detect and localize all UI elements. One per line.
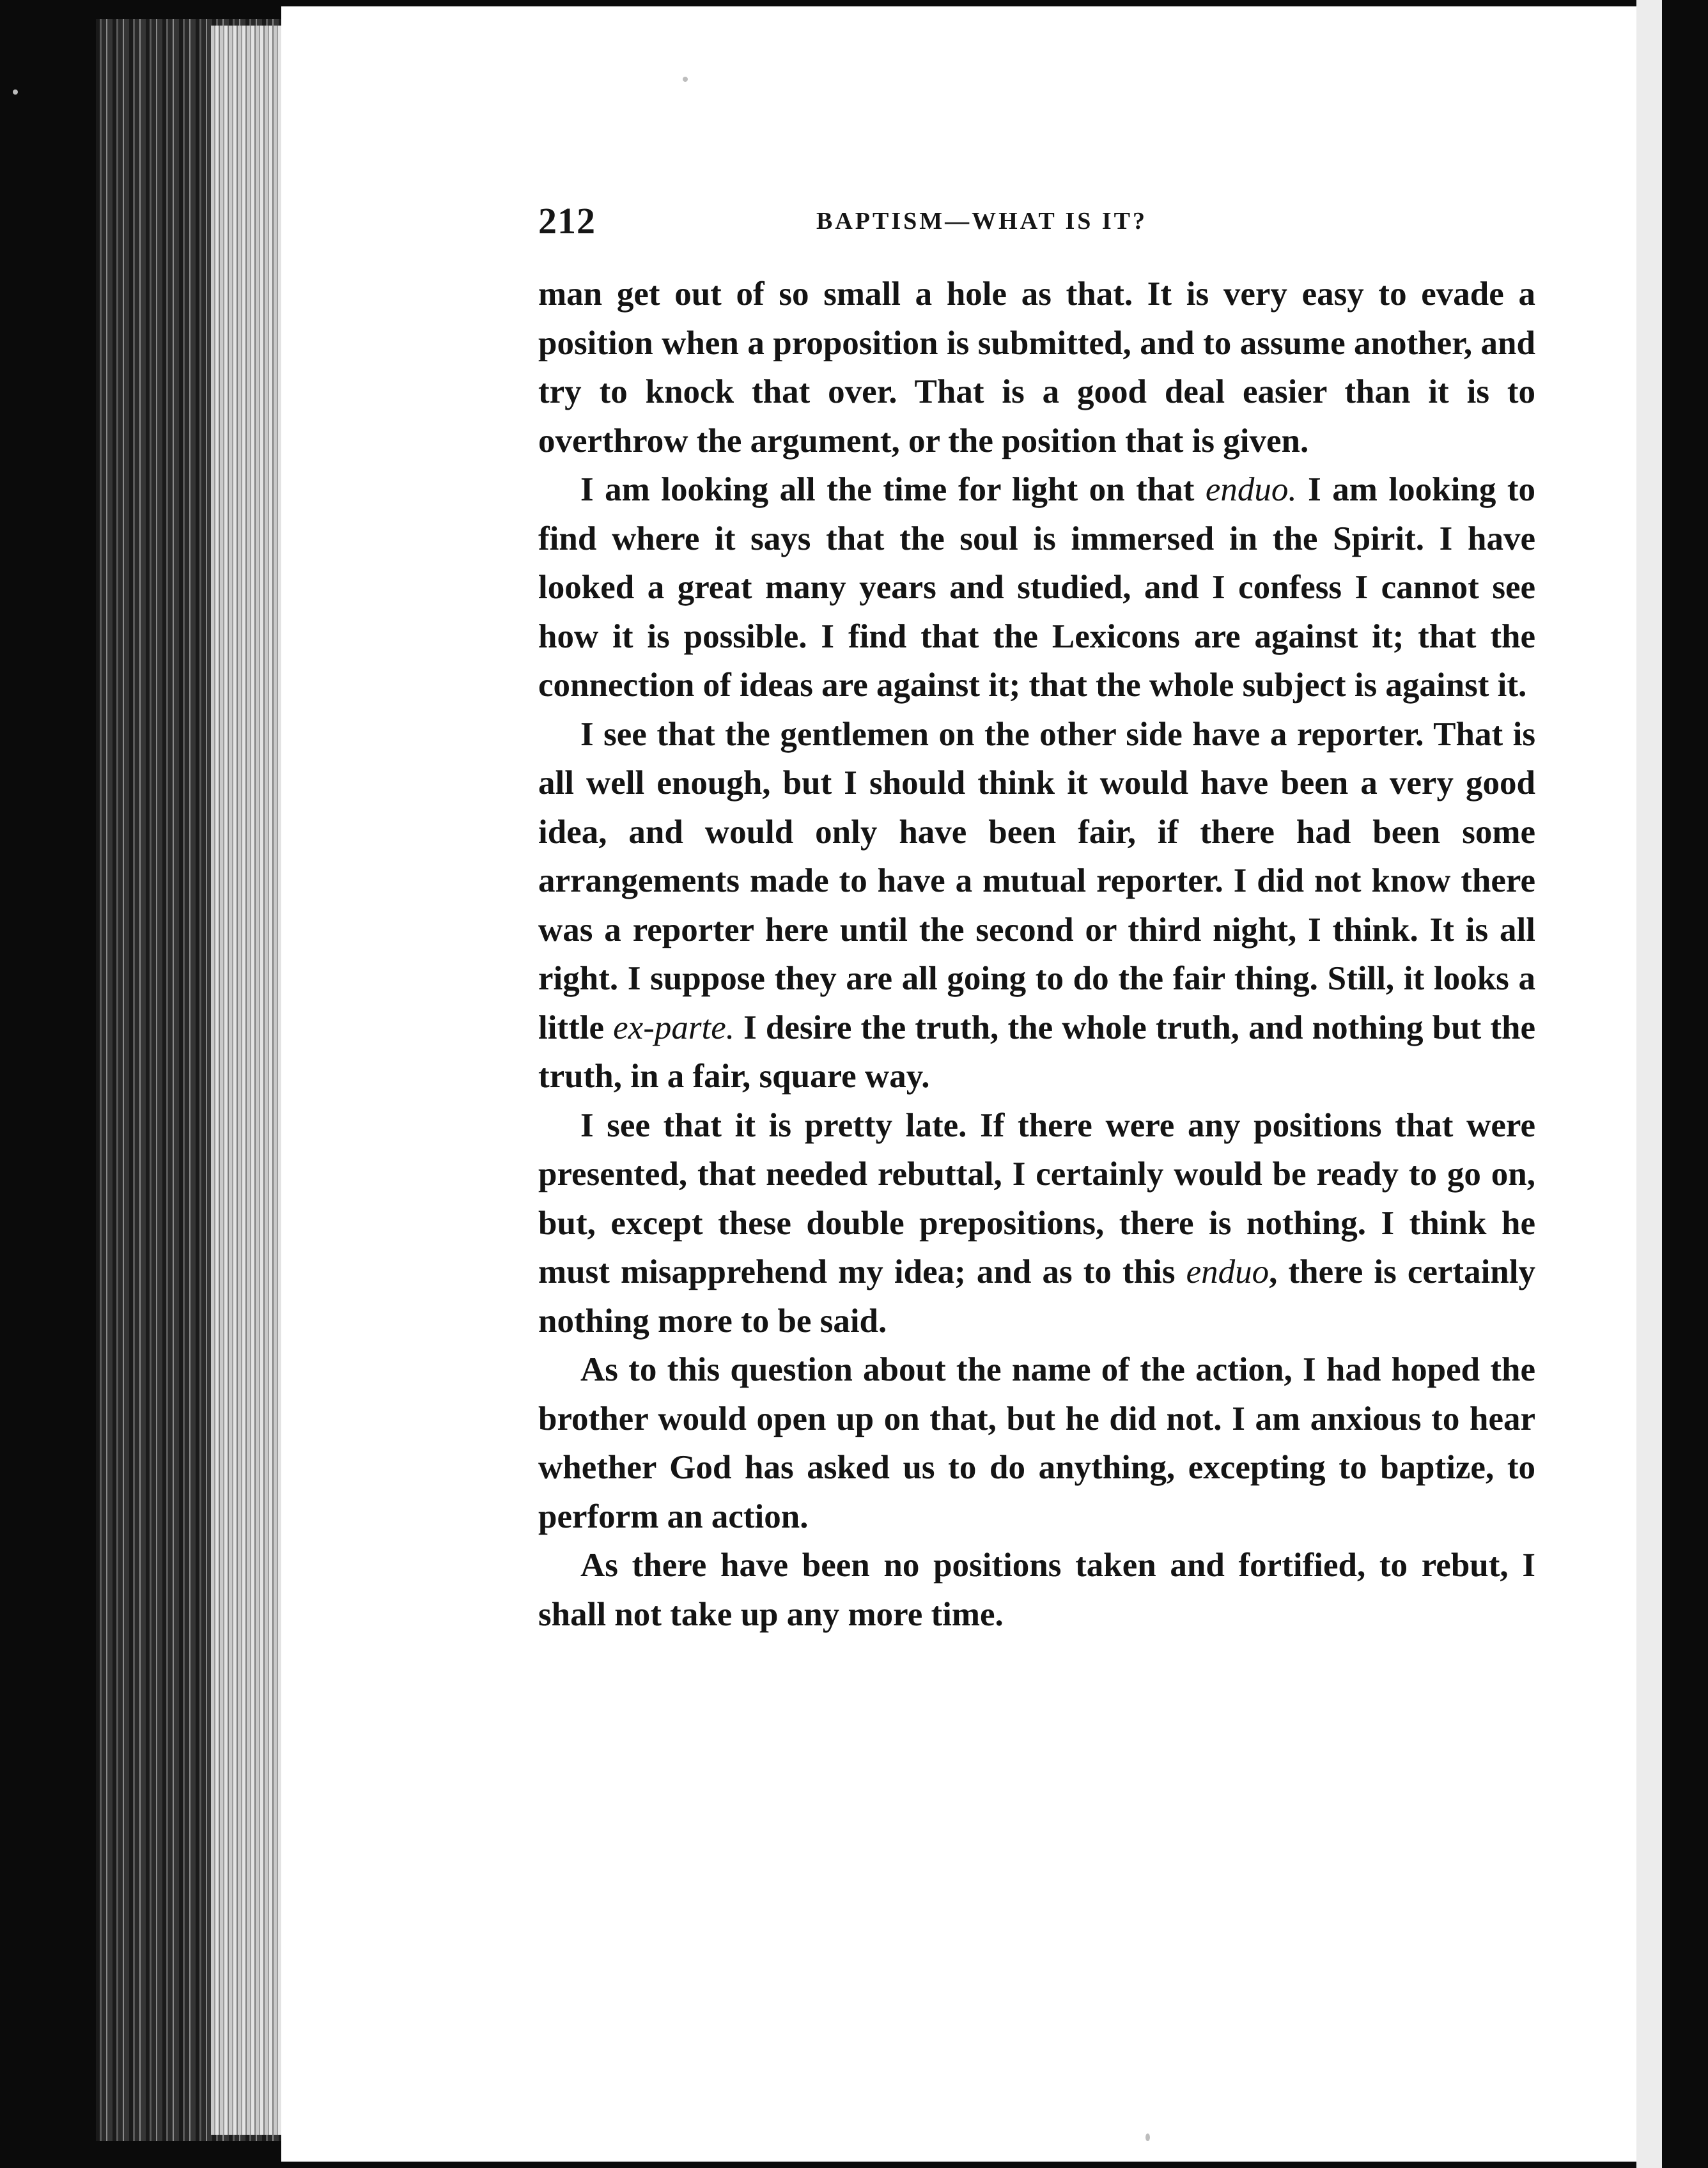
paragraph <box>538 1541 1535 1639</box>
text-run: I desire the truth, the whole truth, and nothing but the truth, in a fair, square way. <box>538 1009 1536 1095</box>
text-run: I see that it is pretty late. If there were any positions that were presented, that needed rebuttal, I certainly would be ready to go on, but, except these double prepositions, there is nothing. I think he must misapprehend my idea; and as to this <box>538 1106 1535 1290</box>
page-number: 212 <box>538 200 596 242</box>
scan-speck <box>13 89 18 95</box>
scan-speck <box>1145 2133 1150 2141</box>
text-run: I am looking to find where it says that the soul is immersed in the Spirit. I have looked a great many years and studied, and I confess I cannot see how it is possible. I find that the Lexicons are against it; that the connection of ideas are against it; that the whole subject is against it. <box>538 471 1536 704</box>
italic-term: ex-parte. <box>613 1009 734 1046</box>
body-text <box>538 270 1535 1639</box>
text-run: As to this question about the name of the action, I had hoped the brother would open up on that, but he did not. I am anxious to hear whether God has asked us to do anything, excepting to baptize, to perform an action. <box>538 1351 1535 1535</box>
facing-page-edge <box>1636 0 1662 2168</box>
italic-term: enduo <box>1186 1253 1269 1290</box>
paragraph <box>538 465 1535 710</box>
text-run: , there is certainly nothing more to be said. <box>538 1253 1535 1340</box>
paragraph <box>538 710 1535 1101</box>
scan-border-right <box>1662 0 1708 2168</box>
scan-speck <box>683 77 688 82</box>
text-run: As there have been no positions taken and fortified, to rebut, I shall not take up any more time. <box>538 1547 1535 1633</box>
text-run: I see that the gentlemen on the other side have a reporter. That is all well enough, but I should think it would have been a very good idea, and would only have been fair, if there had been some arrangements made to have a mutual reporter. I did not know there was a reporter here until the second or third night, I think. It is all right. I suppose they are all going to do the fair thing. Still, it looks a little <box>538 715 1535 1046</box>
paragraph <box>538 270 1535 465</box>
running-head-title: BAPTISM—WHAT IS IT? <box>816 208 1148 235</box>
running-head <box>538 199 1235 244</box>
italic-term: enduo. <box>1205 471 1297 508</box>
book-page-edges-highlight <box>211 26 288 2135</box>
text-run: man get out of so small a hole as that. It is very easy to evade a position when a proposition is submitted, and to assume another, and try to knock that over. That is a good deal easier than it is to overthrow the argument, or the position that is given. <box>538 275 1535 460</box>
text-run: I am looking all the time for light on that <box>580 471 1206 508</box>
paragraph <box>538 1345 1535 1541</box>
paragraph <box>538 1101 1535 1346</box>
